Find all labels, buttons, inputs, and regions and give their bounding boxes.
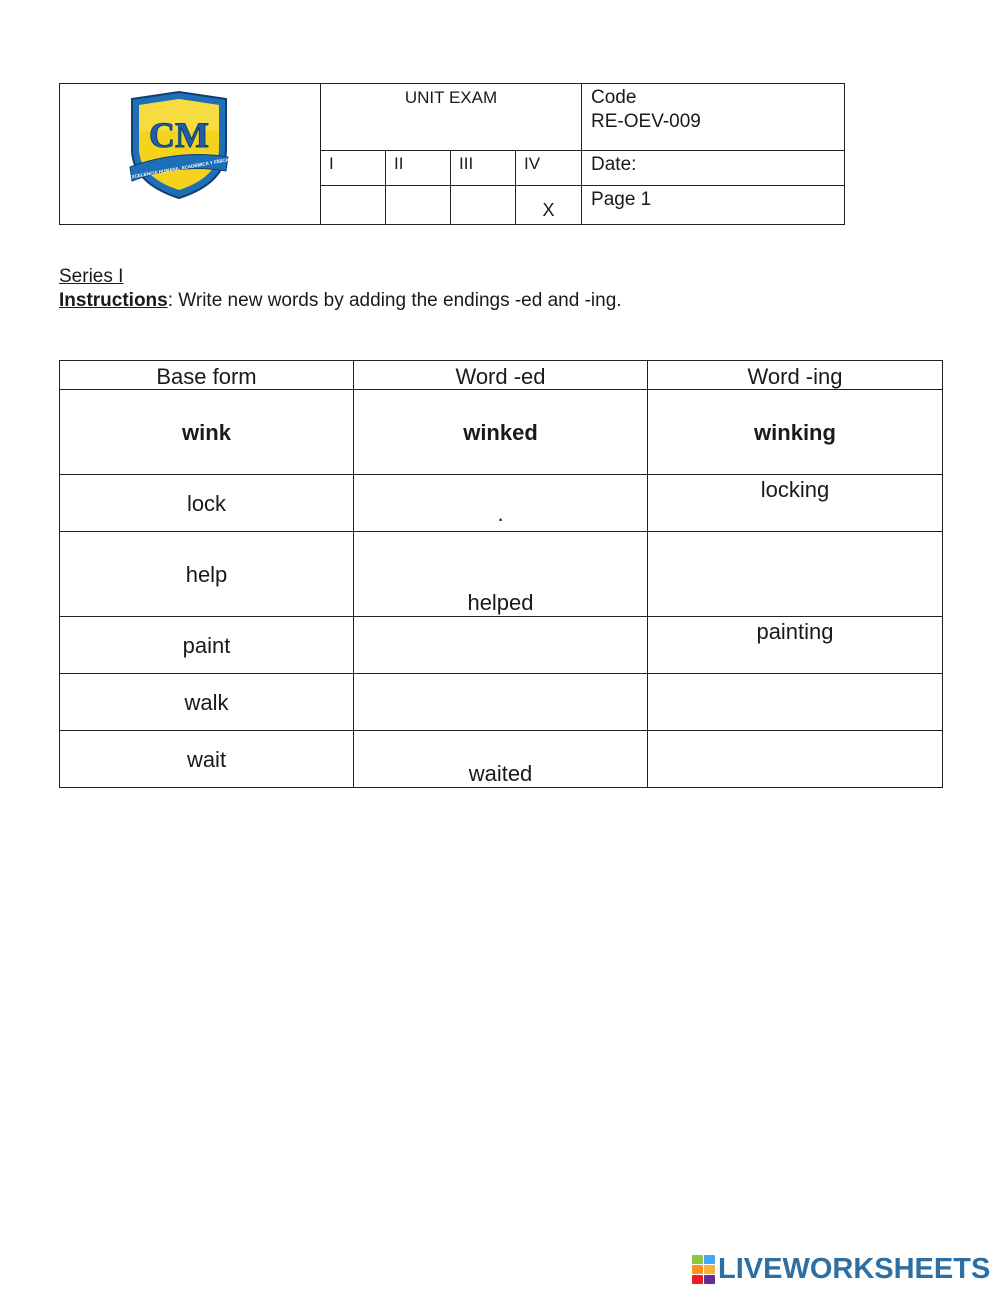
base-word: paint bbox=[182, 633, 231, 658]
unit-mark-1 bbox=[321, 186, 386, 225]
unit-mark-2 bbox=[386, 186, 451, 225]
unit-mark-3 bbox=[451, 186, 516, 225]
base-cell bbox=[60, 731, 354, 788]
ing-cell[interactable] bbox=[648, 390, 943, 475]
ed-cell[interactable] bbox=[354, 674, 648, 731]
table-row bbox=[60, 390, 943, 475]
unit-label-3: III bbox=[451, 151, 516, 186]
series-title: Series I bbox=[59, 266, 124, 287]
ed-cell[interactable] bbox=[354, 617, 648, 674]
instructions bbox=[59, 290, 622, 312]
unit-label-4: IV bbox=[516, 151, 582, 186]
ed-cell[interactable] bbox=[354, 532, 648, 617]
base-word: walk bbox=[184, 690, 229, 715]
table-row bbox=[60, 475, 943, 532]
liveworksheets-logo-icon bbox=[692, 1255, 715, 1284]
ing-cell[interactable] bbox=[648, 731, 943, 788]
base-word: lock bbox=[186, 491, 227, 516]
ing-cell[interactable] bbox=[648, 674, 943, 731]
header-word-ing: Word -ing bbox=[648, 361, 943, 390]
unit-label-1: I bbox=[321, 151, 386, 186]
base-cell bbox=[60, 674, 354, 731]
instructions-text: : Write new words by adding the endings -ed and -ing. bbox=[167, 290, 622, 311]
base-word: wink bbox=[182, 420, 231, 445]
code-value: RE-OEV-009 bbox=[591, 111, 701, 132]
ed-answer[interactable]: winked bbox=[463, 420, 538, 445]
base-word: wait bbox=[186, 747, 227, 772]
base-cell bbox=[60, 390, 354, 475]
ing-cell[interactable] bbox=[648, 532, 943, 617]
table-row bbox=[60, 674, 943, 731]
code-cell bbox=[582, 84, 845, 151]
ed-answer[interactable]: helped bbox=[467, 590, 534, 615]
table-row bbox=[60, 731, 943, 788]
school-crest-logo bbox=[126, 91, 232, 199]
logo-motto: EXCELENCIA HUMANA, ACADÉMICA Y FÍSICA bbox=[128, 157, 230, 180]
table-row bbox=[60, 617, 943, 674]
ing-cell[interactable] bbox=[648, 617, 943, 674]
ed-cell[interactable] bbox=[354, 475, 648, 532]
answer-table bbox=[59, 360, 943, 788]
header-word-ed: Word -ed bbox=[354, 361, 648, 390]
exam-title: UNIT EXAM bbox=[321, 84, 582, 151]
base-cell bbox=[60, 532, 354, 617]
liveworksheets-brand bbox=[692, 1254, 990, 1284]
table-header-row bbox=[60, 361, 943, 390]
unit-label-2: II bbox=[386, 151, 451, 186]
ing-answer[interactable]: locking bbox=[760, 477, 830, 502]
base-word: help bbox=[185, 562, 228, 587]
code-label: Code bbox=[591, 87, 637, 108]
table-row bbox=[60, 532, 943, 617]
instructions-label: Instructions bbox=[59, 290, 168, 311]
ed-answer[interactable]: waited bbox=[468, 761, 533, 786]
base-cell bbox=[60, 617, 354, 674]
date-field: Date: bbox=[582, 151, 845, 186]
logo-cell bbox=[60, 84, 321, 225]
ing-answer[interactable]: winking bbox=[754, 420, 836, 445]
ed-cell[interactable] bbox=[354, 731, 648, 788]
unit-mark-4: X bbox=[516, 186, 582, 225]
ing-answer[interactable]: painting bbox=[756, 619, 834, 644]
ed-cell[interactable] bbox=[354, 390, 648, 475]
header-base-form: Base form bbox=[60, 361, 354, 390]
ing-cell[interactable] bbox=[648, 475, 943, 532]
brand-name: LIVEWORKSHEETS bbox=[718, 1252, 991, 1285]
page-number: Page 1 bbox=[582, 186, 845, 225]
base-cell bbox=[60, 475, 354, 532]
exam-header-table bbox=[59, 83, 845, 225]
ed-answer[interactable]: . bbox=[497, 501, 504, 526]
logo-letters: CM bbox=[149, 115, 209, 155]
